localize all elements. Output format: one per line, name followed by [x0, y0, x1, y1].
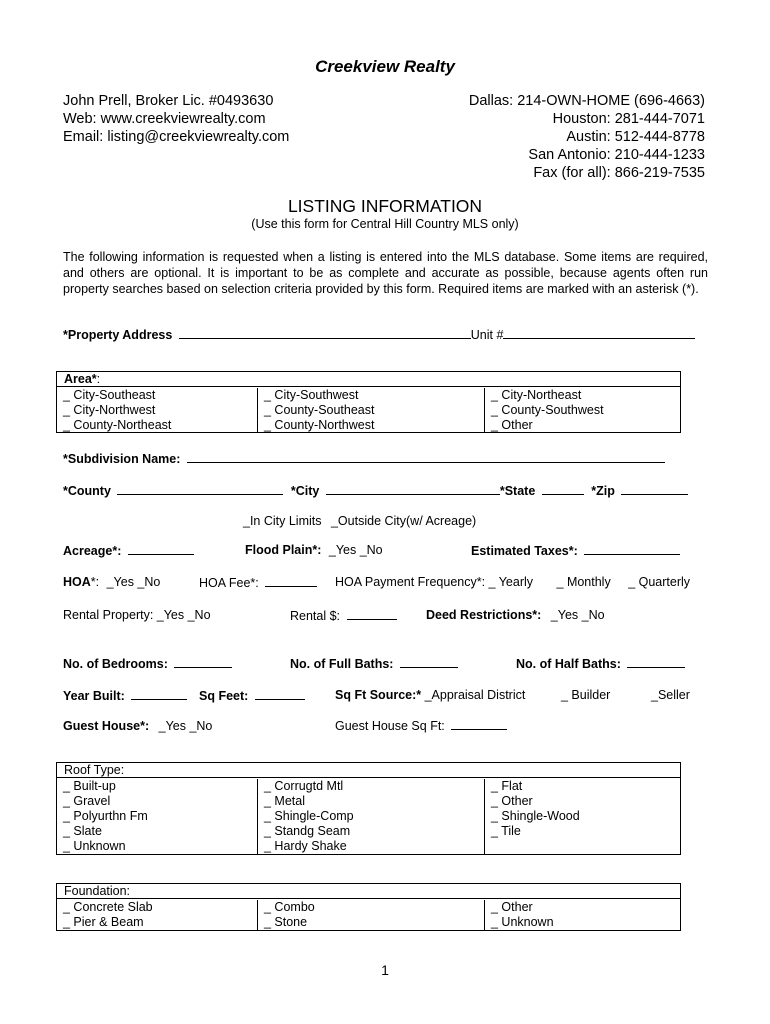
foundation-option[interactable]: _ Pier & Beam — [63, 915, 144, 929]
bedrooms-label: No. of Bedrooms: — [63, 657, 168, 671]
area-option[interactable]: _ County-Southeast — [264, 403, 375, 417]
acreage-label: Acreage*: — [63, 544, 122, 558]
roof-option[interactable]: _ Gravel — [63, 794, 111, 808]
deed-row — [426, 608, 605, 622]
zip-field[interactable] — [621, 483, 688, 495]
zip-label: *Zip — [591, 484, 615, 498]
roof-col-3 — [484, 779, 680, 854]
est-taxes-field[interactable] — [584, 543, 680, 555]
hoa-fee-label: HOA Fee*: — [199, 576, 259, 590]
hoa-star: *: — [90, 575, 100, 589]
phone-houston: Houston: 281-444-7071 — [552, 111, 705, 127]
area-header — [57, 372, 680, 387]
taxes-row — [471, 543, 680, 558]
flood-plain-row — [245, 543, 383, 557]
fax-line: Fax (for all): 866-219-7535 — [533, 165, 705, 181]
sqft-builder-option[interactable]: _ Builder — [561, 688, 611, 702]
outside-city-option[interactable]: _Outside City(w/ Acreage) — [330, 514, 477, 528]
email-line: Email: listing@creekviewrealty.com — [63, 129, 290, 145]
foundation-col-1 — [57, 900, 257, 930]
roof-type-box — [56, 762, 681, 855]
city-label: *City — [290, 484, 320, 498]
area-option[interactable]: _ City-Southeast — [63, 388, 156, 402]
state-field[interactable] — [542, 483, 584, 495]
state-label: *State — [499, 484, 536, 498]
property-address-row — [63, 327, 695, 342]
roof-header: Roof Type: — [57, 763, 680, 778]
rental-amount-field[interactable] — [347, 608, 397, 620]
area-box — [56, 371, 681, 433]
roof-option[interactable]: _ Shingle-Comp — [264, 809, 354, 823]
hoa-fee-field[interactable] — [265, 575, 317, 587]
flood-plain-label: Flood Plain*: — [245, 543, 322, 557]
roof-option[interactable]: _ Polyurthn Fm — [63, 809, 148, 823]
sq-feet-field[interactable] — [255, 688, 305, 700]
sqft-source-label: Sq Ft Source:* — [335, 688, 422, 702]
roof-option[interactable]: _ Built-up — [63, 779, 116, 793]
foundation-col-2 — [257, 900, 484, 930]
guest-sqft-row — [335, 719, 507, 733]
foundation-col-3 — [484, 900, 680, 930]
sqft-seller-option[interactable]: _Seller — [651, 688, 690, 702]
subdivision-field[interactable] — [187, 451, 665, 463]
area-option[interactable]: _ City-Northwest — [63, 403, 156, 417]
full-baths-field[interactable] — [400, 656, 458, 668]
rental-amount-label: Rental $: — [290, 609, 341, 623]
hoa-row — [63, 575, 160, 589]
year-built-field[interactable] — [131, 688, 187, 700]
city-limits-row — [243, 514, 476, 528]
area-option[interactable]: _ County-Southwest — [491, 403, 604, 417]
page-number: 1 — [381, 962, 389, 978]
deed-options[interactable]: _Yes _No — [550, 608, 605, 622]
bedrooms-row — [63, 656, 232, 671]
phone-san-antonio: San Antonio: 210-444-1233 — [528, 147, 705, 163]
sq-feet-row — [199, 688, 305, 703]
hoa-monthly-option[interactable]: _ Monthly — [556, 575, 611, 589]
year-built-label: Year Built: — [63, 689, 125, 703]
hoa-fee-row — [199, 575, 317, 590]
form-title: LISTING INFORMATION — [287, 196, 483, 216]
roof-option[interactable]: _ Unknown — [63, 839, 126, 853]
half-baths-row — [516, 656, 685, 671]
rental-amount-row — [290, 608, 397, 623]
form-subtitle: (Use this form for Central Hill Country MLS only) — [251, 217, 519, 231]
intro-paragraph: The following information is requested when a listing is entered into the MLS database. Some items are required, and others are optional. It is important to be as complete and accurate as possible, because agents often run property searches based on selection criteria provided by this form. Required items are marked with an asterisk (*). — [63, 250, 708, 296]
guest-house-options[interactable]: _Yes _No — [158, 719, 213, 733]
broker-info — [63, 92, 289, 146]
guest-house-label: Guest House*: — [63, 719, 150, 733]
foundation-box — [56, 883, 681, 931]
phone-dallas: Dallas: 214-OWN-HOME (696-4663) — [468, 93, 705, 109]
est-taxes-label: Estimated Taxes*: — [471, 544, 578, 558]
full-baths-row — [290, 656, 458, 671]
property-address-label: *Property Address — [63, 328, 173, 342]
subdivision-row — [63, 451, 665, 466]
half-baths-label: No. of Half Baths: — [516, 657, 621, 671]
roof-option[interactable]: _ Other — [491, 794, 533, 808]
deed-label: Deed Restrictions*: — [426, 608, 542, 622]
company-name: Creekview Realty — [315, 57, 455, 76]
roof-option[interactable]: _ Flat — [491, 779, 523, 793]
area-col-1 — [57, 388, 257, 432]
area-label: Area* — [64, 372, 97, 386]
city-field[interactable] — [326, 483, 500, 495]
hoa-frequency-row — [335, 575, 690, 589]
rental-property-label[interactable]: Rental Property: _Yes _No — [63, 608, 211, 622]
property-address-field[interactable] — [179, 327, 471, 339]
in-city-option[interactable]: _In City Limits — [243, 514, 322, 528]
sqft-source-row — [335, 688, 525, 702]
half-baths-field[interactable] — [627, 656, 685, 668]
web-line: Web: www.creekviewrealty.com — [63, 111, 266, 127]
rental-property-row — [63, 608, 211, 622]
hoa-label: HOA — [63, 575, 91, 589]
roof-option[interactable]: _ Corrugtd Mtl — [264, 779, 344, 793]
hoa-options[interactable]: _Yes _No — [106, 575, 161, 589]
guest-sqft-field[interactable] — [451, 719, 507, 730]
roof-option[interactable]: _ Standg Seam — [264, 824, 351, 838]
year-built-row — [63, 688, 187, 703]
roof-option[interactable]: _ Slate — [63, 824, 102, 838]
office-phones — [469, 92, 705, 182]
subdivision-label: *Subdivision Name: — [63, 452, 181, 466]
county-label: *County — [63, 484, 111, 498]
full-baths-label: No. of Full Baths: — [290, 657, 394, 671]
acreage-row — [63, 543, 194, 558]
area-col-3 — [484, 388, 680, 432]
guest-house-row — [63, 719, 212, 733]
roof-option[interactable]: _ Tile — [491, 824, 521, 838]
foundation-option[interactable]: _ Stone — [264, 915, 308, 929]
roof-option[interactable]: _ Shingle-Wood — [491, 809, 580, 823]
flood-plain-options[interactable]: _Yes _No — [328, 543, 383, 557]
guest-sqft-label: Guest House Sq Ft: — [335, 719, 445, 733]
county-field[interactable] — [117, 483, 283, 495]
area-option[interactable]: _ City-Northeast — [491, 388, 582, 402]
foundation-header: Foundation: — [57, 884, 680, 899]
roof-col-1 — [57, 779, 257, 854]
roof-option[interactable]: _ Hardy Shake — [264, 839, 347, 853]
unit-field[interactable] — [503, 327, 695, 339]
roof-option[interactable]: _ Metal — [264, 794, 305, 808]
broker-line: John Prell, Broker Lic. #0493630 — [63, 93, 274, 109]
area-option[interactable]: _ Other — [491, 418, 533, 432]
bedrooms-field[interactable] — [174, 656, 232, 668]
foundation-option[interactable]: _ Unknown — [491, 915, 554, 929]
area-option[interactable]: _ County-Northwest — [264, 418, 375, 432]
unit-label: Unit # — [470, 328, 504, 342]
location-row — [63, 483, 688, 498]
area-option[interactable]: _ City-Southwest — [264, 388, 359, 402]
phone-austin: Austin: 512-444-8778 — [566, 129, 705, 145]
foundation-option[interactable]: _ Other — [491, 900, 533, 914]
acreage-field[interactable] — [128, 543, 194, 555]
area-option[interactable]: _ County-Northeast — [63, 418, 172, 432]
sq-feet-label: Sq Feet: — [199, 689, 249, 703]
area-col-2 — [257, 388, 484, 432]
area-label-colon: : — [96, 372, 101, 386]
roof-col-2 — [257, 779, 484, 854]
hoa-quarterly-option[interactable]: _ Quarterly — [628, 575, 691, 589]
foundation-option[interactable]: _ Combo — [264, 900, 315, 914]
foundation-option[interactable]: _ Concrete Slab — [63, 900, 153, 914]
hoa-frequency-label[interactable]: HOA Payment Frequency*: _ Yearly — [335, 575, 534, 589]
sqft-appraisal-option[interactable]: _Appraisal District — [421, 688, 526, 702]
